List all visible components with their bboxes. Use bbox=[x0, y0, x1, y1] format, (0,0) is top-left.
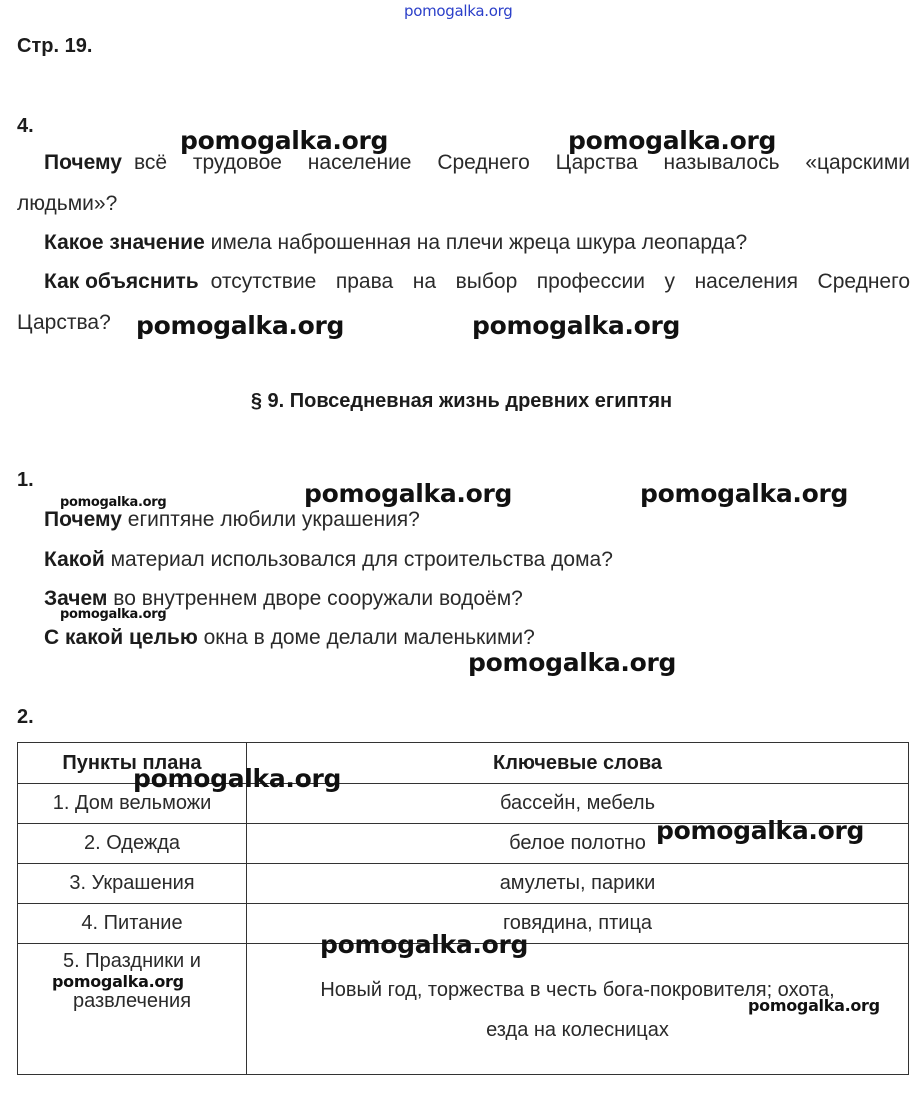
section-4-q1-line2: людьми»? bbox=[17, 192, 118, 215]
plan-cell: 3. Украшения bbox=[18, 864, 247, 904]
keywords-line1: Новый год, торжества в честь бога-покровителя; охота, bbox=[320, 979, 835, 1001]
section-1-number: 1. bbox=[17, 469, 34, 491]
q2-rest: имела наброшенная на плечи жреца шкура леопарда? bbox=[210, 231, 748, 254]
watermark: pomogalka.org bbox=[472, 311, 681, 340]
plan-cell: 2. Одежда bbox=[18, 824, 247, 864]
section-2-number: 2. bbox=[17, 706, 34, 728]
q1-bold: Почему bbox=[44, 151, 122, 174]
header-keywords: Ключевые слова bbox=[247, 743, 909, 784]
header-plan: Пункты плана bbox=[18, 743, 247, 784]
watermark: pomogalka.org bbox=[656, 816, 865, 845]
watermark: pomogalka.org bbox=[180, 126, 389, 155]
section-4-q3-line1 bbox=[44, 270, 910, 294]
keywords-cell: говядина, птица bbox=[247, 904, 909, 944]
watermark: pomogalka.org bbox=[304, 479, 513, 508]
watermark: pomogalka.org bbox=[60, 495, 167, 510]
section-4-number: 4. bbox=[17, 115, 34, 137]
section-1-q1 bbox=[44, 508, 420, 532]
keywords-cell: амулеты, парики bbox=[247, 864, 909, 904]
section-1-q2 bbox=[44, 548, 613, 572]
plan-cell: 4. Питание bbox=[18, 904, 247, 944]
watermark: pomogalka.org bbox=[52, 972, 184, 991]
plan-cell bbox=[18, 944, 247, 1075]
s1-q3-rest: во внутреннем дворе сооружали водоём? bbox=[113, 587, 523, 610]
q2-bold: Какое значение bbox=[44, 231, 205, 254]
keywords-cell: белое полотно bbox=[247, 824, 909, 864]
watermark-top: pomogalka.org bbox=[404, 2, 513, 20]
section-4-q3-line2: Царства? bbox=[17, 311, 111, 334]
watermark: pomogalka.org bbox=[640, 479, 849, 508]
s1-q2-rest: материал использовался для строительства дома? bbox=[110, 548, 613, 571]
watermark: pomogalka.org bbox=[320, 930, 529, 959]
plan-cell: 1. Дом вельможи bbox=[18, 784, 247, 824]
watermark: pomogalka.org bbox=[748, 996, 880, 1015]
page-reference: Стр. 19. bbox=[17, 35, 93, 57]
watermark: pomogalka.org bbox=[136, 311, 345, 340]
watermark: pomogalka.org bbox=[468, 648, 677, 677]
q1-rest: всё трудовое население Среднего Царства называлось «царскими bbox=[133, 151, 910, 174]
watermark: pomogalka.org bbox=[133, 764, 342, 793]
section-4-q2 bbox=[44, 231, 747, 255]
keywords-line2: езда на колесницах bbox=[486, 1019, 669, 1041]
q3-rest: отсутствие права на выбор профессии у населения Среднего bbox=[210, 270, 910, 293]
s1-q2-bold: Какой bbox=[44, 548, 105, 571]
q3-bold: Как объяснить bbox=[44, 270, 199, 293]
s1-q3-bold: Зачем bbox=[44, 587, 108, 610]
section-1-q4 bbox=[44, 626, 535, 650]
watermark: pomogalka.org bbox=[60, 607, 167, 622]
s1-q4-bold: С какой целью bbox=[44, 626, 198, 649]
plan-line2: развлечения bbox=[72, 990, 192, 1012]
s1-q1-bold: Почему bbox=[44, 508, 122, 531]
table-row bbox=[18, 864, 909, 904]
keywords-cell: бассейн, мебель bbox=[247, 784, 909, 824]
s1-q4-rest: окна в доме делали маленькими? bbox=[203, 626, 535, 649]
section-4-q1-line1 bbox=[44, 151, 910, 175]
section-heading: § 9. Повседневная жизнь древних египтян bbox=[250, 390, 673, 412]
watermark: pomogalka.org bbox=[568, 126, 777, 155]
plan-line1: 5. Праздники и bbox=[63, 950, 201, 972]
s1-q1-rest: египтяне любили украшения? bbox=[127, 508, 420, 531]
